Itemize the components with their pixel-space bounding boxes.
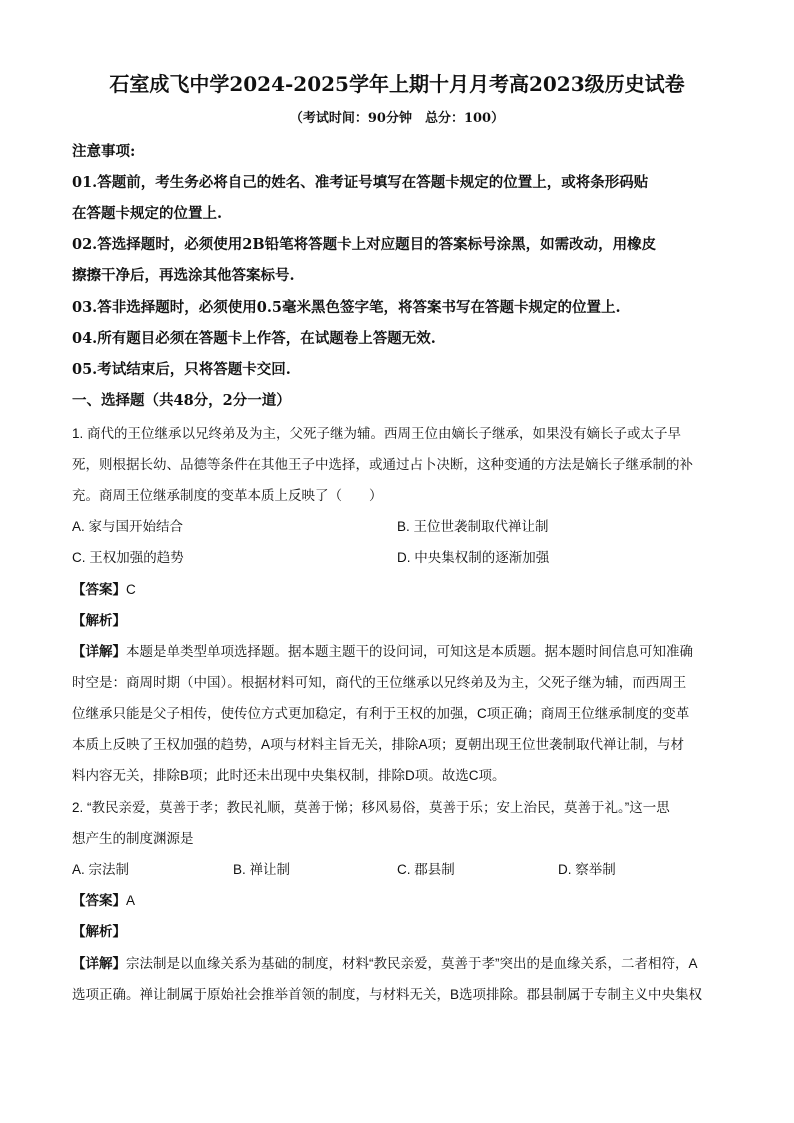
detail-tag: 【详解】	[72, 956, 126, 971]
option-a: A. 家与国开始结合	[72, 519, 184, 534]
notes-heading: 注意事项:	[72, 143, 136, 160]
detail-line: 时空是：商周时期（中国）。根据材料可知，商代的王位继承以兄终弟及为主，父死子继为辅，而西周王	[72, 675, 687, 690]
detail-line	[72, 952, 698, 972]
option-d: D. 中央集权制的逐渐加强	[397, 550, 550, 565]
option-c: C. 王权加强的趋势	[72, 550, 184, 565]
detail-line: 选项正确。禅让制属于原始社会推举首领的制度，与材料无关，B选项排除。郡县制属于专制主义中央集权	[72, 987, 703, 1002]
notes-item: 擦擦干净后，再选涂其他答案标号.	[72, 267, 295, 284]
question-stem-line: 死，则根据长幼、品德等条件在其他王子中选择，或通过占卜决断，这种变通的方法是嫡长子继承制的补	[72, 457, 693, 472]
answer-line	[72, 889, 135, 909]
analysis-tag: 【解析】	[72, 924, 126, 939]
detail-tag: 【详解】	[72, 644, 126, 659]
option-a: A. 宗法制	[72, 862, 130, 877]
notes-item: 04.所有题目必须在答题卡上作答，在试题卷上答题无效.	[72, 330, 436, 347]
detail-line: 本质上反映了王权加强的趋势，A项与材料主旨无关，排除A项；夏朝出现王位世袭制取代禅让制，与材	[72, 737, 685, 752]
exam-title: 石室成飞中学2024-2025学年上期十月月考高2023级历史试卷	[109, 72, 685, 96]
detail-text: 宗法制是以血缘关系为基础的制度，材料“教民亲爱，莫善于孝”突出的是血缘关系，二者相符，A	[126, 956, 698, 971]
option-b: B. 禅让制	[233, 862, 291, 877]
option-b: B. 王位世袭制取代禅让制	[397, 519, 549, 534]
exam-subtitle: （考试时间：90分钟 总分：100）	[289, 111, 505, 126]
analysis-tag: 【解析】	[72, 613, 126, 628]
option-c: C. 郡县制	[397, 862, 455, 877]
question-stem-line: 充。商周王位继承制度的变革本质上反映了（ ）	[72, 488, 383, 503]
question-stem-line: 2. “教民亲爱，莫善于孝；教民礼顺，莫善于悌；移风易俗，莫善于乐；安上治民，莫善于礼。”这一思	[72, 800, 670, 815]
answer-value: C	[126, 582, 136, 597]
notes-item: 在答题卡规定的位置上.	[72, 205, 223, 222]
notes-item: 01.答题前，考生务必将自己的姓名、准考证号填写在答题卡规定的位置上，或将条形码贴	[72, 174, 649, 191]
detail-line: 位继承只能是父子相传，使传位方式更加稳定，有利于王权的加强，C项正确；商周王位继承制度的变革	[72, 706, 690, 721]
notes-item: 03.答非选择题时，必须使用0.5毫米黑色签字笔，将答案书写在答题卡规定的位置上.	[72, 299, 621, 316]
answer-tag: 【答案】	[72, 893, 126, 908]
detail-text: 本题是单类型单项选择题。据本题主题干的设问词，可知这是本质题。据本题时间信息可知准确	[126, 644, 693, 659]
option-d: D. 察举制	[558, 862, 616, 877]
answer-value: A	[126, 893, 136, 908]
section-heading: 一、选择题（共48分，2分一道）	[72, 392, 291, 409]
answer-tag: 【答案】	[72, 582, 126, 597]
notes-item: 02.答选择题时，必须使用2B铅笔将答题卡上对应题目的答案标号涂黑，如需改动，用橡皮	[72, 236, 657, 253]
detail-line	[72, 640, 693, 660]
question-stem-line: 想产生的制度渊源是	[72, 831, 194, 846]
detail-line: 料内容无关，排除B项；此时还未出现中央集权制，排除D项。故选C项。	[72, 768, 506, 783]
answer-line	[72, 578, 136, 598]
question-stem-line: 1. 商代的王位继承以兄终弟及为主，父死子继为辅。西周王位由嫡长子继承，如果没有嫡长子或太子早	[72, 426, 682, 441]
notes-item: 05.考试结束后，只将答题卡交回.	[72, 361, 291, 378]
